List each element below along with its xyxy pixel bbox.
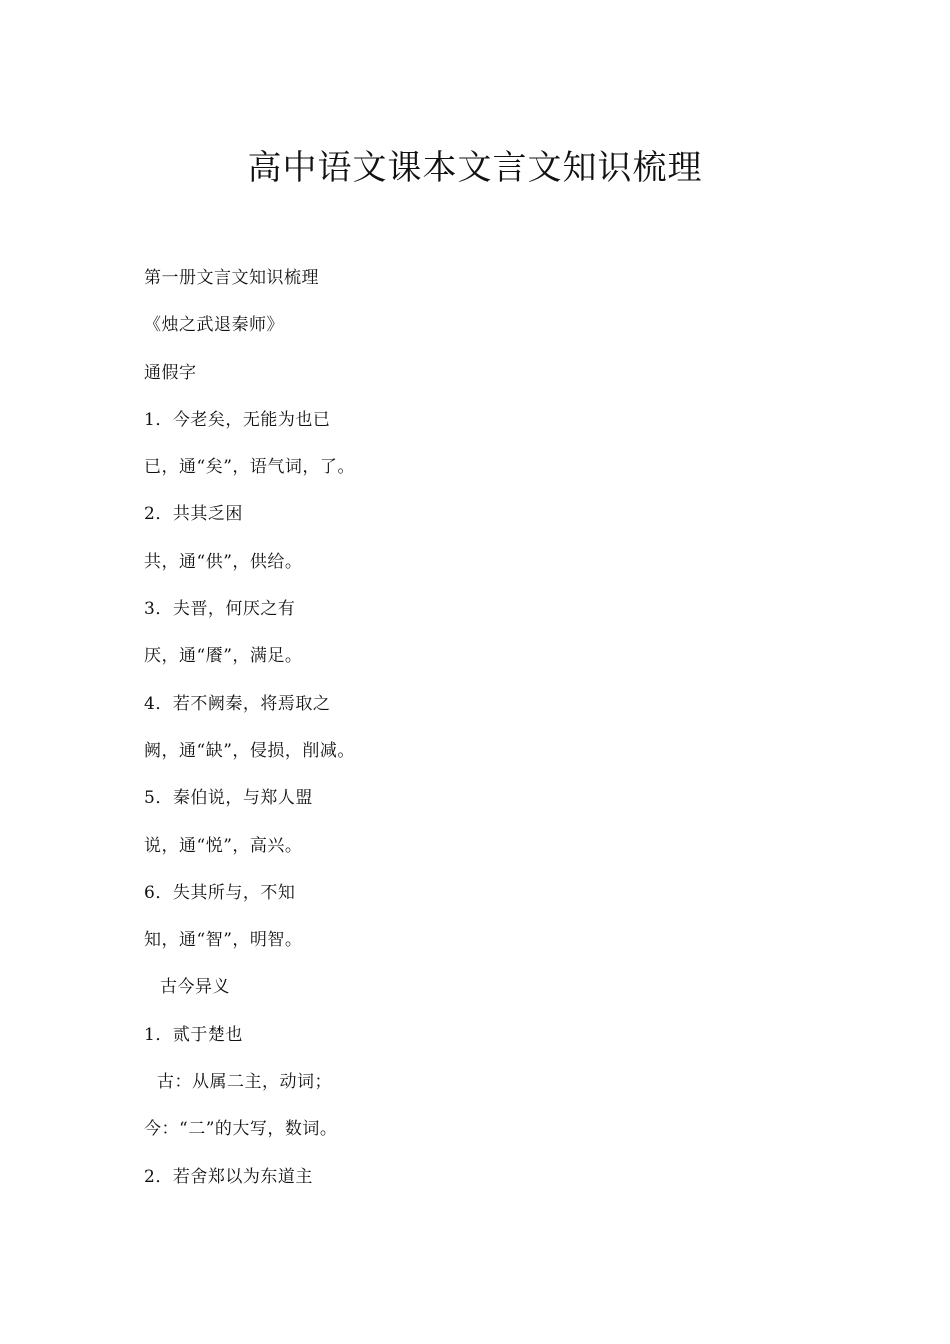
- example-explanation: 知，通“智”，明智。: [144, 930, 303, 951]
- modern-meaning: 今：“二”的大写，数词。: [144, 1119, 338, 1140]
- example-sentence: 4．若不阙秦，将焉取之: [144, 693, 331, 714]
- category-heading: 通假字: [144, 362, 197, 383]
- example-sentence: 1．贰于楚也: [144, 1024, 243, 1045]
- text-title: 《烛之武退秦师》: [144, 315, 284, 336]
- document-body: [144, 266, 824, 1212]
- ancient-meaning: 古：从属二主，动词；: [157, 1072, 332, 1093]
- example-explanation: 说，通“悦”，高兴。: [144, 835, 303, 856]
- example-sentence: 5．秦伯说，与郑人盟: [144, 788, 313, 809]
- example-sentence: 3．夫晋，何厌之有: [144, 599, 296, 620]
- section-heading: 第一册文言文知识梳理: [144, 268, 319, 288]
- example-sentence: 1．今老矣，无能为也已: [144, 409, 331, 430]
- example-explanation: 厌，通“餍”，满足。: [144, 646, 303, 667]
- category-heading: 古今异义: [160, 977, 230, 998]
- document-title: 高中语文课本文言文知识梳理: [247, 148, 703, 188]
- example-explanation: 已，通“矣”，语气词，了。: [144, 457, 355, 478]
- example-sentence: 2．若舍郑以为东道主: [144, 1166, 313, 1187]
- example-sentence: 2．共其乏困: [144, 504, 243, 525]
- example-explanation: 阙，通“缺”，侵损，削减。: [144, 740, 355, 761]
- example-explanation: 共，通“供”，供给。: [144, 551, 303, 572]
- example-sentence: 6．失其所与，不知: [144, 882, 296, 903]
